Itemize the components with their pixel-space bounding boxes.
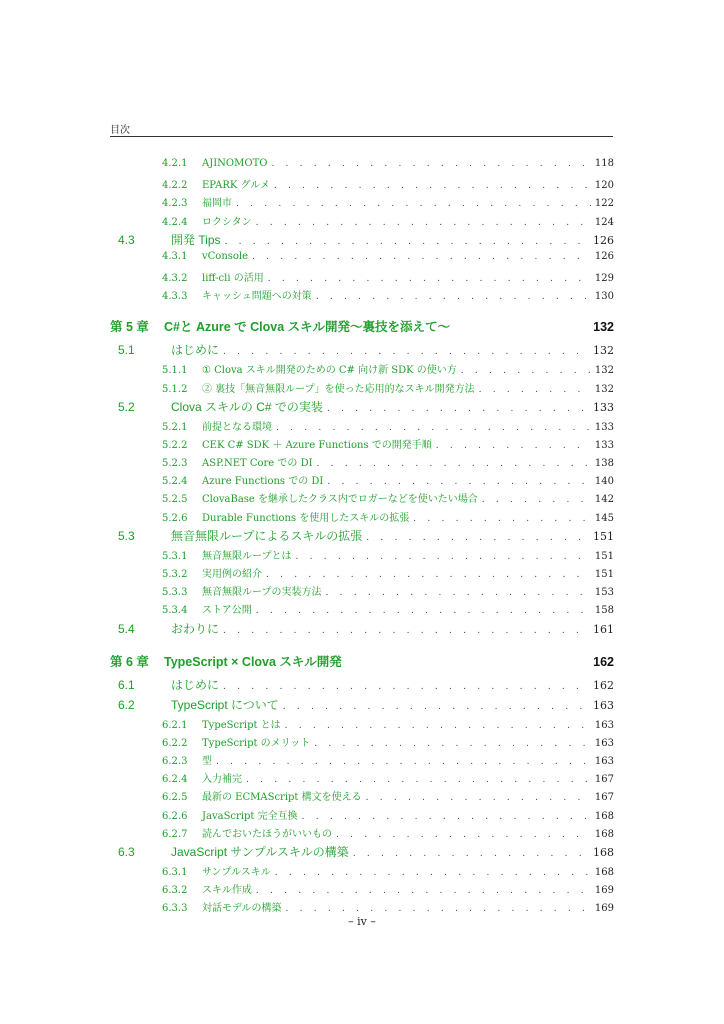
toc-entry-number: 6.2.5 [162,792,188,804]
toc-entry[interactable] [110,620,614,640]
toc-entry[interactable] [110,696,614,716]
dot-leader [336,830,591,840]
toc-entry-title: JavaScript 完全互換 [202,810,298,822]
toc-entry-number: 4.2.2 [162,180,188,192]
dot-leader [225,237,589,247]
dot-leader [275,868,591,878]
toc-entry[interactable] [110,341,614,361]
toc-entry-title: はじめに [171,677,220,692]
toc-entry-page: 126 [593,233,614,247]
toc-entry-title: スキル作成 [202,885,252,897]
toc-entry-number: 5.3.3 [162,587,188,599]
dot-leader [285,721,591,731]
toc-entry-number: 5.2.3 [162,458,188,470]
toc-entry-number: 6.2 [118,697,135,712]
toc-entry-title: サンプルスキル [202,866,271,878]
dot-leader [252,252,591,262]
toc-entry[interactable] [110,436,614,454]
toc-entry-page: 142 [594,494,614,506]
toc-entry[interactable] [110,269,614,287]
toc-entry-number: 4.3.2 [162,272,188,284]
toc-entry-page: 145 [594,512,614,524]
toc-entry[interactable] [110,752,614,770]
toc-entry-title: TypeScript とは [202,719,281,731]
toc-entry-number: 5.3.2 [162,569,188,580]
toc-entry-page: 168 [594,828,614,840]
toc-entry[interactable] [110,788,614,806]
toc-entry[interactable] [110,158,614,176]
toc-entry-page: 162 [593,654,614,669]
toc-entry-number: 5.1.1 [162,365,188,377]
toc-entry-title: AJINOMOTO [202,158,268,169]
toc-entry-title: ストア公開 [202,605,252,617]
toc-entry-number: 5.2.5 [162,494,188,506]
dot-leader [256,886,591,896]
toc-entry[interactable] [110,770,614,788]
running-head: 目次 [110,125,130,136]
dot-leader [436,441,591,451]
toc-entry-title: C#と Azure で Clova スキル開発〜裏技を添えて〜 [164,320,451,335]
dot-leader [276,423,591,433]
toc-entry-title: 対話モデルの構築 [202,903,282,915]
toc-entry[interactable] [110,472,614,490]
dot-leader [296,552,591,562]
toc-entry[interactable] [110,734,614,752]
toc-entry-title: 無音無限ループの実装方法 [202,587,322,599]
toc-entry-number: 5.3.4 [162,605,188,617]
dot-leader [326,588,591,598]
dot-leader [317,459,591,469]
toc-entry-page: 169 [594,903,614,915]
toc-entry[interactable] [110,509,614,527]
toc-entry-title: 無音無限ループとは [202,550,292,562]
toc-entry-page: 133 [594,439,614,451]
toc-entry-number: 6.2.2 [162,737,188,749]
dot-leader [256,218,591,228]
toc-entry[interactable] [110,565,614,583]
dot-leader [246,775,591,785]
toc-entry-page: 161 [593,622,614,636]
toc-entry-title: EPARK グルメ [202,180,270,192]
toc-chapter-entry[interactable] [110,317,614,339]
dot-leader [236,199,591,209]
header-rule [110,136,613,137]
toc-entry[interactable] [110,231,614,251]
dot-leader [366,533,589,543]
toc-entry-title: liff-cli の活用 [202,272,264,284]
toc-entry-number: 4.2.1 [162,158,188,169]
toc-entry[interactable] [110,843,614,863]
toc-entry-title: 入力補完 [202,774,242,786]
toc-entry[interactable] [110,601,614,619]
dot-leader [314,739,591,749]
toc-entry-page: 153 [594,587,614,599]
toc-entry-number: 5.4 [118,621,135,636]
dot-leader [223,347,589,357]
dot-leader [327,477,591,487]
toc-entry-title: ASP.NET Core での DI [202,458,313,470]
toc-entry[interactable] [110,194,614,212]
toc-entry-page: 133 [593,400,614,414]
toc-entry-page: 132 [594,365,614,377]
toc-entry-number: 6.3.1 [162,866,188,878]
toc-entry-title: キャッシュ問題への対策 [202,291,312,303]
toc-entry-number: 6.2.4 [162,774,188,786]
toc-entry[interactable] [110,881,614,899]
toc-entry-number: 4.2.4 [162,216,188,228]
toc-entry-title: ① Clova スキル開発のための C# 向け新 SDK の使い方 [202,365,457,377]
toc-entry-number: 6.3.3 [162,903,188,915]
toc-entry-title: 無音無限ループによるスキルの拡張 [171,528,363,543]
toc-entry-number: 5.2 [118,399,135,414]
toc-entry[interactable] [110,380,614,398]
page-number-folio: – iv – [348,915,376,928]
toc-entry-number: 5.3 [118,528,135,543]
toc-entry[interactable] [110,547,614,565]
toc-entry-page: 168 [594,810,614,822]
dot-leader [286,904,591,914]
toc-entry[interactable] [110,583,614,601]
toc-entry-number: 第 5 章 [110,320,149,335]
toc-entry-title: TypeScript のメリット [202,737,311,749]
toc-entry-title: TypeScript × Clova スキル開発 [164,654,342,669]
dot-leader [302,812,591,822]
dot-leader [274,181,591,191]
toc-entry-number: 4.3.1 [162,250,188,262]
toc-entry-number: 6.2.3 [162,755,188,767]
dot-leader [327,404,589,414]
toc-entry-title: 読んでおいたほうがいいもの [202,828,332,840]
toc-entry-title: 前提となる環境 [202,421,272,433]
toc-entry-page: 167 [594,774,614,786]
toc-entry-page: 122 [594,198,614,210]
toc-entry-title: 実用例の紹介 [202,569,262,580]
toc-entry-page: 132 [593,344,614,358]
toc-entry-title: ロクシタン [202,216,252,228]
toc-entry-title: Azure Functions での DI [202,476,324,488]
toc-entry-title: 福岡市 [202,198,232,210]
toc-entry-number: 5.2.6 [162,512,188,524]
toc-entry-title: CEK C# SDK ＋ Azure Functions での開発手順 [202,439,432,451]
toc-entry-number: 6.3.2 [162,885,188,897]
dot-leader [479,385,591,395]
dot-leader [461,366,591,376]
toc-entry-page: 129 [594,272,614,284]
table-of-contents [110,158,614,917]
dot-leader [353,849,589,859]
toc-entry-title: ClovaBase を継承したクラス内でロガーなどを使いたい場合 [202,494,478,506]
toc-entry-title: はじめに [171,343,220,358]
dot-leader [413,514,591,524]
toc-entry-number: 5.1 [118,343,135,358]
toc-entry[interactable] [110,251,614,269]
toc-entry-page: 140 [594,476,614,488]
dot-leader [223,682,589,692]
toc-entry-title: 最新の ECMAScript 構文を使える [202,792,362,804]
toc-entry-page: 132 [593,320,614,335]
toc-entry-page: 158 [594,605,614,617]
toc-entry[interactable] [110,398,614,418]
toc-entry-page: 163 [594,755,614,767]
toc-entry-number: 第 6 章 [110,654,149,669]
dot-leader [268,274,591,284]
toc-entry-page: 124 [594,216,614,228]
toc-entry-number: 5.3.1 [162,550,188,562]
toc-entry-number: 6.2.1 [162,719,188,731]
toc-entry-page: 130 [594,291,614,303]
toc-entry-page: 167 [594,792,614,804]
toc-entry-page: 133 [594,421,614,433]
toc-entry-page: 151 [594,550,614,562]
toc-entry-title: おわりに [171,621,220,636]
dot-leader [216,757,591,767]
toc-entry[interactable] [110,716,614,734]
toc-entry-number: 4.3.3 [162,291,188,303]
toc-entry-page: 126 [594,250,614,262]
toc-entry-number: 4.2.3 [162,198,188,210]
toc-entry-page: 151 [593,529,614,543]
toc-entry[interactable] [110,527,614,547]
toc-entry-page: 168 [593,845,614,859]
toc-entry-number: 6.3 [118,844,135,859]
dot-leader [482,495,591,505]
toc-entry[interactable] [110,825,614,843]
dot-leader [223,626,589,636]
dot-leader [366,793,591,803]
toc-entry[interactable] [110,454,614,472]
toc-chapter-entry[interactable] [110,652,614,674]
toc-entry-page: 163 [594,719,614,731]
toc-entry[interactable] [110,676,614,696]
toc-entry[interactable] [110,418,614,436]
toc-entry-page: 162 [593,678,614,692]
toc-entry-page: 138 [594,458,614,470]
toc-entry-number: 6.2.7 [162,828,188,840]
dot-leader [283,702,589,712]
toc-entry-title: Durable Functions を使用したスキルの拡張 [202,512,410,524]
toc-entry-title: JavaScript サンプルスキルの構築 [171,844,349,859]
toc-entry-title: ② 裏技「無音無限ループ」を使った応用的なスキル開発方法 [202,383,475,395]
toc-entry-page: 163 [594,737,614,749]
toc-entry-title: vConsole [202,250,249,262]
toc-entry[interactable] [110,361,614,379]
toc-entry-title: 型 [202,755,212,767]
toc-entry-number: 5.1.2 [162,383,188,395]
toc-entry-number: 5.2.2 [162,439,188,451]
dot-leader [266,570,591,580]
toc-entry-page: 120 [594,180,614,192]
toc-entry-title: 開発 Tips [171,232,221,247]
toc-entry-title: Clova スキルの C# での実装 [171,399,323,414]
toc-entry[interactable] [110,287,614,305]
toc-entry[interactable] [110,807,614,825]
toc-entry[interactable] [110,213,614,231]
toc-entry-page: 132 [594,383,614,395]
toc-entry-page: 169 [594,885,614,897]
dot-leader [271,159,590,169]
toc-entry-number: 6.1 [118,677,135,692]
toc-entry-title: TypeScript について [171,697,279,712]
toc-entry[interactable] [110,490,614,508]
toc-entry-page: 118 [594,158,614,169]
toc-entry[interactable] [110,176,614,194]
toc-entry-page: 168 [594,866,614,878]
toc-entry[interactable] [110,863,614,881]
toc-entry-number: 5.2.1 [162,421,188,433]
toc-entry-page: 163 [593,698,614,712]
toc-entry-number: 5.2.4 [162,476,188,488]
toc-entry-page: 151 [594,569,614,580]
toc-entry-number: 6.2.6 [162,810,188,822]
dot-leader [316,292,591,302]
dot-leader [256,606,591,616]
toc-entry-number: 4.3 [118,232,135,247]
